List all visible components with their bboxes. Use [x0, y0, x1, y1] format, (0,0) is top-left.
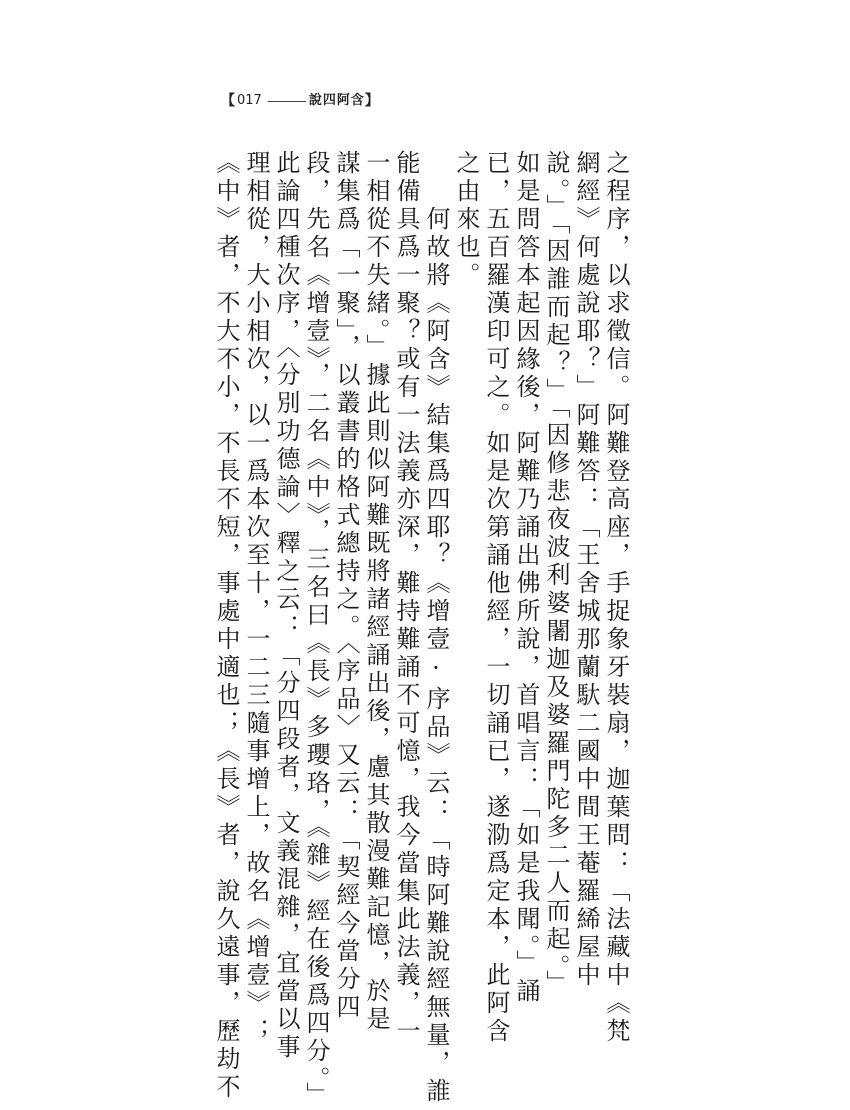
- text-column: 已，五百羅漢印可之。如是次第誦他經，一切誦已，遂泐爲定本，此阿含: [482, 150, 510, 1046]
- text-column: 之由來也。: [452, 150, 480, 290]
- text-column: 一相從不失緒。」據此則似阿難既將諸經誦出後，慮其散漫難記憶，於是: [362, 150, 390, 1034]
- running-header: [221, 91, 379, 111]
- text-column: 此論四種次序，〈分別功德論〉釋之云：「分四段者，文義混雜，宜當以事: [272, 150, 300, 1062]
- text-column: 《中》者，不大不小，不長不短，事處中適也；《長》者，說久遠事，歷劫不: [212, 150, 240, 1102]
- text-column: 理相從，大小相次，以一爲本次至十，一二三隨事增上，故名《增壹》；: [242, 150, 270, 1046]
- page-number: 017: [237, 93, 262, 108]
- paragraph-start-column: 何故將《阿含》結集爲四耶？《增壹·序品》云：「時阿難說經無量，誰: [422, 206, 450, 1106]
- text-column: 謀集爲「一聚」，以叢書的格式總持之。〈序品〉又云：「契經今當分四: [332, 150, 360, 1022]
- text-column: 之程序，以求徵信。阿難登高座，手捉象牙裝扇，迦葉問：「法藏中《梵: [602, 150, 630, 1046]
- header-bracket-open: 【: [221, 93, 235, 109]
- text-column: 段，先名《增壹》，二名《中》，三名曰《長》多瓔珞，《雜》經在後爲四分。」: [302, 150, 330, 1110]
- chapter-title: 說四阿含: [308, 93, 365, 108]
- header-rule: [268, 101, 306, 102]
- vertical-text-body: [211, 150, 631, 1110]
- text-column: 能備具爲一聚？或有一法義亦深，難持難誦不可憶，我今當集此法義，一: [392, 150, 420, 1046]
- header-bracket-close: 】: [364, 93, 379, 109]
- text-column: 如是問答本起因緣後，阿難乃誦出佛所說，首唱言：「如是我聞。」誦: [512, 150, 540, 1006]
- text-column: 說。」「因誰而起？」「因修悲夜波利婆闍迦及婆羅門陀多二人而起。」: [542, 150, 570, 998]
- text-column: 網經》何處說耶？」阿難答：「王舍城那蘭馱二國中間王菴羅絺屋中: [572, 150, 600, 990]
